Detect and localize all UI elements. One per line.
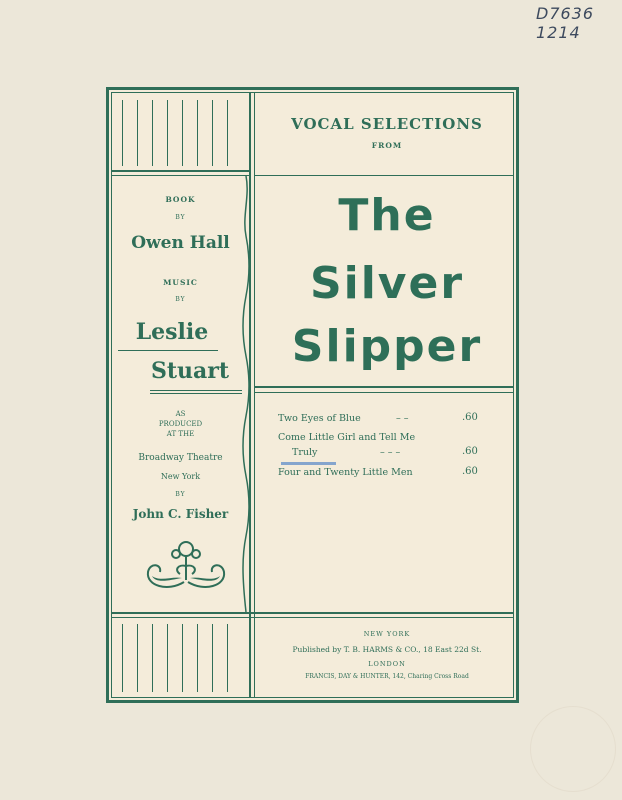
produced-note	[112, 409, 249, 439]
song-1-price: .60	[462, 412, 478, 423]
composer-first-name: Leslie	[135, 319, 209, 345]
song-1-dashes: – –	[396, 413, 409, 424]
song-1-title: Two Eyes of Blue	[278, 413, 361, 424]
book-label: BOOK	[165, 195, 196, 204]
show-title-line-1: The	[338, 190, 436, 241]
composer-underline	[118, 350, 218, 351]
show-title-line-3: Slipper	[291, 321, 483, 372]
publisher-line-2: FRANCIS, DAY & HUNTER, 142, Charing Cross Road	[305, 673, 469, 680]
show-title-line-2: Silver	[309, 258, 465, 309]
composer-last-name: Stuart	[150, 358, 230, 384]
song-2-title: Come Little Girl and Tell Me	[278, 432, 416, 443]
song-3-title: Four and Twenty Little Men	[278, 467, 413, 478]
composer-rule-2	[150, 393, 242, 394]
publisher-line-1: Published by T. B. HARMS & CO., 18 East 22d St.	[292, 645, 482, 654]
theatre-city: New York	[160, 472, 201, 481]
book-by-label: BY	[175, 214, 186, 221]
produced-label: PRODUCED	[158, 420, 203, 428]
vocal-selections-heading: VOCAL SELECTIONS	[291, 115, 483, 133]
pencil-mark	[281, 462, 336, 465]
song-2-price: .60	[462, 446, 478, 457]
publisher-city-1: NEW YORK	[363, 630, 411, 638]
song-2-dashes: – – –	[380, 447, 401, 458]
song-2-title-cont: Truly	[292, 447, 318, 458]
floral-ornament-icon	[138, 536, 234, 596]
catalog-number: D7636	[536, 4, 595, 23]
music-by-label: BY	[175, 296, 186, 303]
theatre-name: Broadway Theatre	[138, 453, 223, 463]
catalog-sub-number: 1214	[536, 23, 581, 42]
producer-name: John C. Fisher	[132, 507, 229, 521]
publisher-city-2: LONDON	[368, 660, 406, 668]
at-the-label: AT THE	[166, 430, 195, 438]
music-label: MUSIC	[163, 278, 198, 287]
song-3-price: .60	[462, 466, 478, 477]
library-stamp-icon	[530, 706, 616, 792]
producer-by-label: BY	[175, 491, 186, 498]
composer-rule	[150, 390, 242, 391]
book-author: Owen Hall	[131, 233, 230, 253]
from-label: FROM	[371, 141, 403, 150]
as-label: AS	[175, 410, 186, 418]
